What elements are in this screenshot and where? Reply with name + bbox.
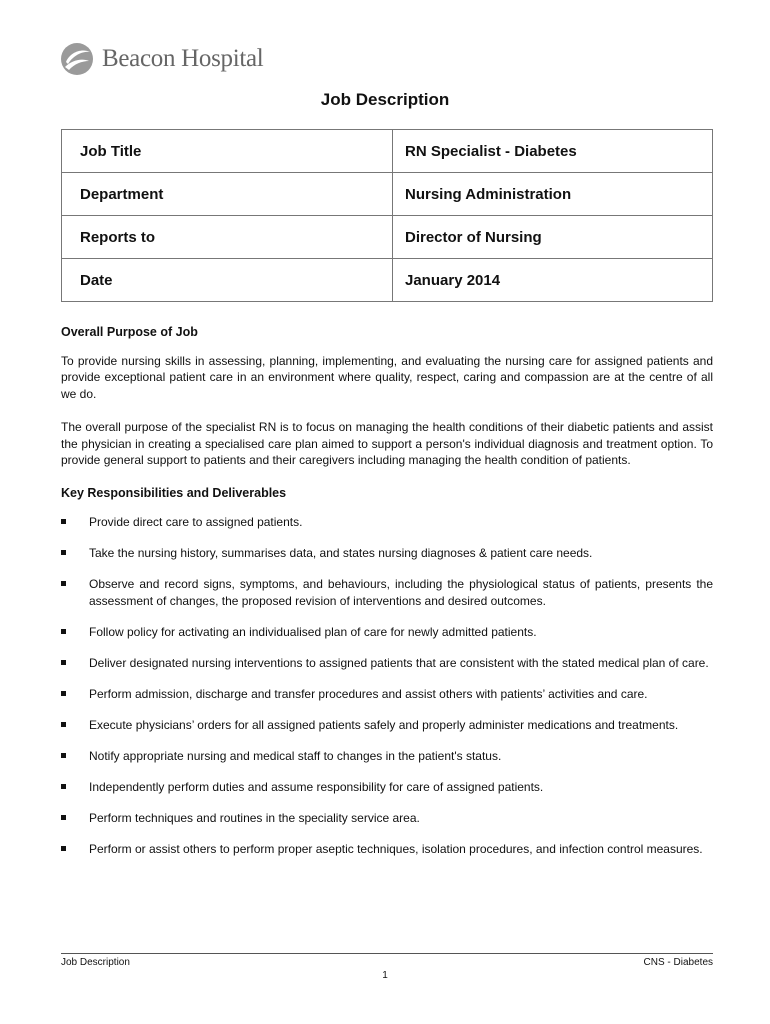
list-item	[61, 779, 713, 796]
page-number: 1	[382, 970, 388, 981]
list-item	[61, 810, 713, 827]
list-item-text: Independently perform duties and assume responsibility for care of assigned patients.	[89, 779, 544, 794]
list-item-text: Perform techniques and routines in the speciality service area.	[89, 810, 420, 825]
list-item-text: Provide direct care to assigned patients.	[89, 515, 303, 529]
bullet-icon	[61, 660, 66, 665]
beacon-logo-icon	[60, 42, 94, 76]
table-label: Date	[62, 259, 393, 302]
list-item-text: Observe and record signs, symptoms, and behaviours, including the physiological status of patients, presents the assessment of changes, the proposed revision of interventions and desired outcomes.	[89, 577, 713, 608]
responsibilities-heading: Key Responsibilities and Deliverables	[61, 485, 287, 500]
bullet-icon	[61, 691, 66, 696]
list-item-text: Notify appropriate nursing and medical staff to changes in the patient's status.	[89, 748, 502, 763]
bullet-icon	[61, 753, 66, 758]
table-value: January 2014	[393, 259, 713, 302]
bullet-icon	[61, 722, 66, 727]
table-value: Nursing Administration	[393, 173, 713, 216]
bullet-icon	[61, 846, 66, 851]
list-item	[61, 686, 713, 703]
bullet-icon	[61, 784, 66, 789]
bullet-icon	[61, 519, 66, 524]
document-body	[61, 324, 713, 872]
list-item-text: Execute physicians’ orders for all assigned patients safely and properly administer medications and treatments.	[89, 717, 679, 732]
list-item-text: Take the nursing history, summarises data, and states nursing diagnoses & patient care needs.	[89, 546, 593, 560]
brand-logo	[60, 42, 263, 76]
bullet-icon	[61, 581, 66, 586]
table-row	[62, 259, 713, 302]
list-item	[61, 624, 713, 641]
table-label: Reports to	[62, 216, 393, 259]
purpose-paragraph: The overall purpose of the specialist RN is to focus on managing the health conditions of their diabetic patients and assist the physician in creating a specialised care plan aimed to support a person's individual diagnosis and treatment option. To provide general support to patients and their caregivers including managing the health condition of patients.	[61, 420, 713, 467]
table-row	[62, 216, 713, 259]
table-row	[62, 130, 713, 173]
footer-doc-name: Job Description	[61, 957, 130, 968]
bullet-icon	[61, 629, 66, 634]
table-row	[62, 173, 713, 216]
list-item	[61, 841, 713, 858]
table-value: RN Specialist - Diabetes	[393, 130, 713, 173]
list-item-text: Perform or assist others to perform proper aseptic techniques, isolation procedures, and infection control measures.	[89, 841, 703, 856]
list-item-text: Perform admission, discharge and transfer procedures and assist others with patients’ activities and care.	[89, 686, 648, 701]
footer-doc-code: CNS - Diabetes	[643, 957, 713, 968]
bullet-icon	[61, 815, 66, 820]
list-item	[61, 545, 713, 562]
list-item	[61, 514, 713, 531]
list-item-text: Follow policy for activating an individualised plan of care for newly admitted patients.	[89, 624, 537, 639]
list-item	[61, 717, 713, 734]
purpose-heading: Overall Purpose of Job	[61, 325, 198, 339]
purpose-paragraph: To provide nursing skills in assessing, planning, implementing, and evaluating the nursing care for assigned patients and provide exceptional patient care in an environment where quality, respect, caring and compassion are at the centre of all we do.	[61, 353, 713, 401]
list-item	[61, 655, 713, 672]
footer-divider	[61, 953, 713, 954]
document-title: Job Description	[320, 90, 450, 109]
table-label: Department	[62, 173, 393, 216]
responsibilities-list	[61, 514, 713, 857]
list-item	[61, 748, 713, 765]
list-item-text: Deliver designated nursing interventions to assigned patients that are consistent with the stated medical plan of care.	[89, 655, 709, 670]
table-label: Job Title	[62, 130, 393, 173]
list-item	[61, 576, 713, 609]
job-info-table	[61, 129, 713, 302]
bullet-icon	[61, 550, 66, 555]
brand-name: Beacon Hospital	[102, 45, 264, 72]
table-value: Director of Nursing	[393, 216, 713, 259]
